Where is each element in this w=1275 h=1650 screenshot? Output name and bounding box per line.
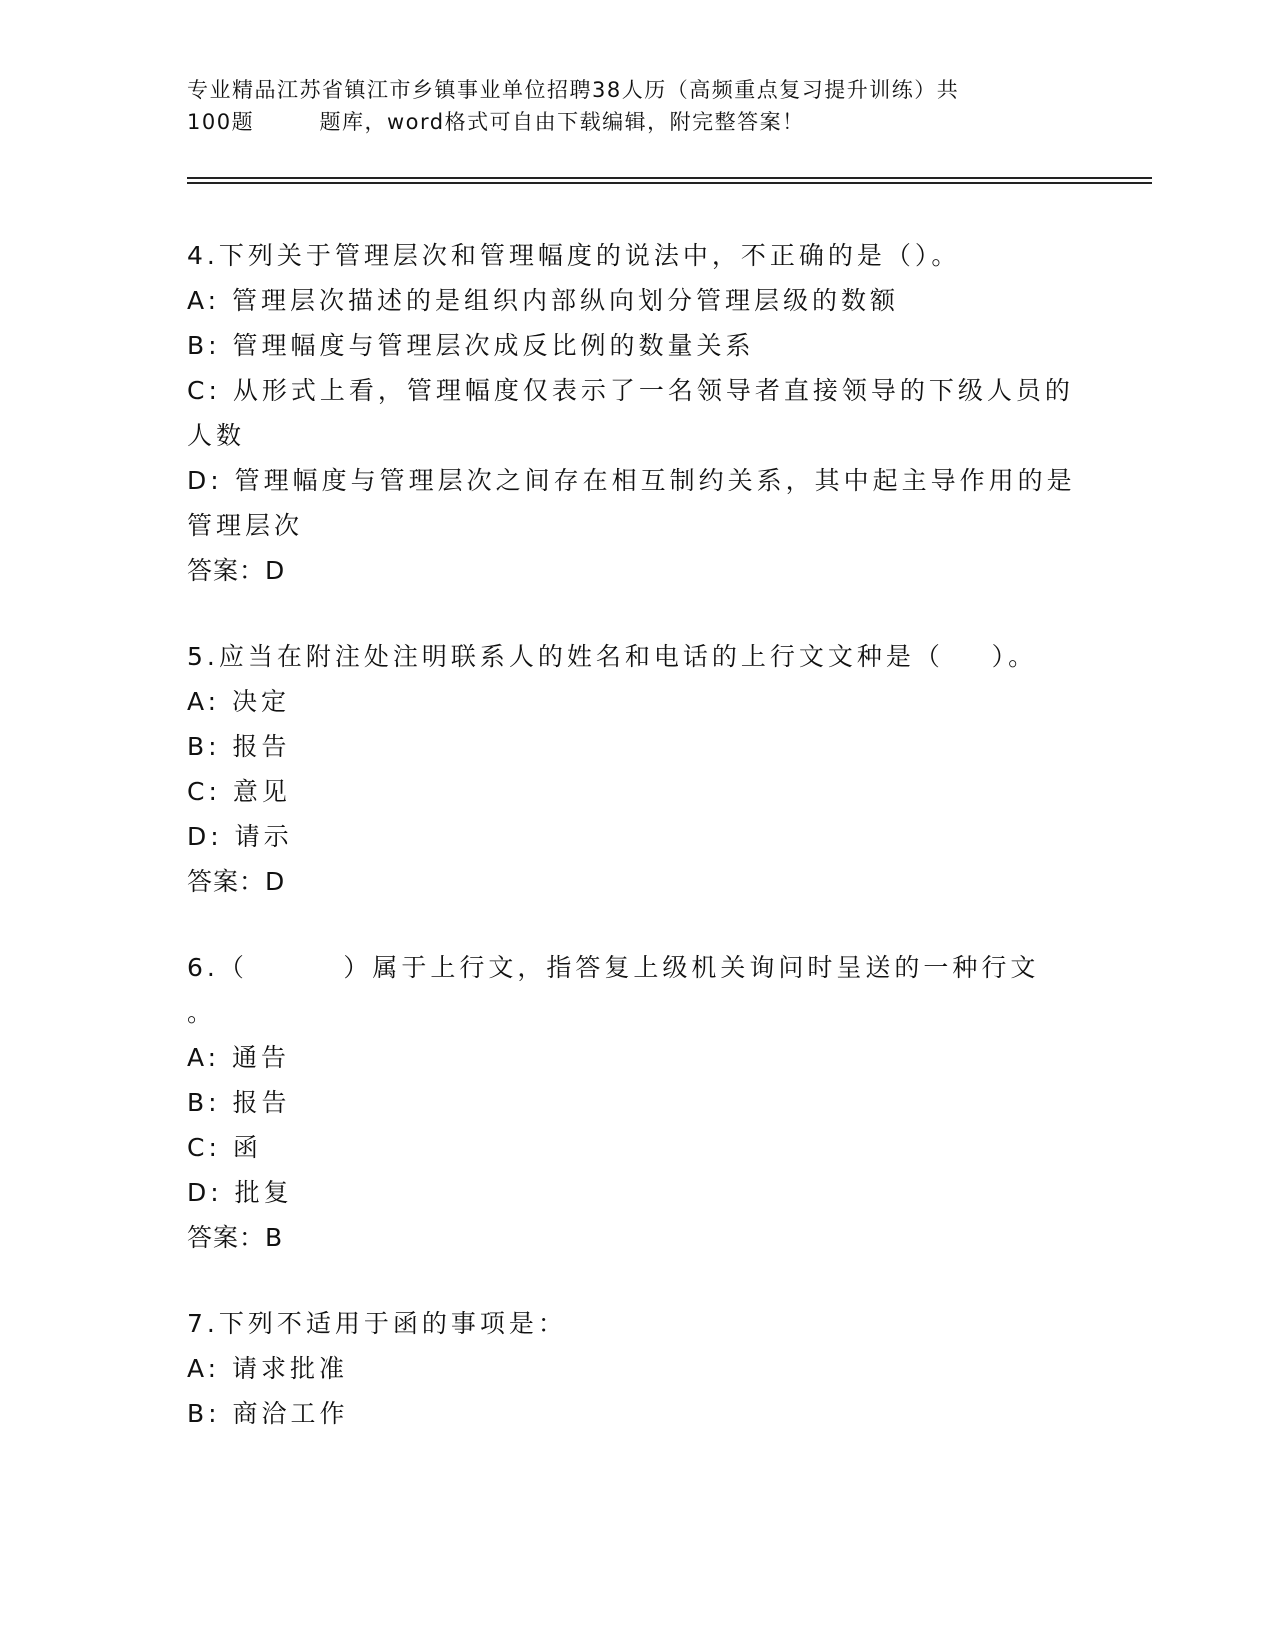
- question-text: 6.（ ）属于上行文，指答复上级机关询问时呈送的一种行文: [187, 953, 1040, 982]
- question-5: [187, 634, 1087, 904]
- option-a: A: 决定: [187, 687, 291, 716]
- question-6: [187, 945, 1087, 1260]
- question-text: 7.下列不适用于函的事项是：: [187, 1309, 567, 1338]
- option-d-continuation: 管理层次: [187, 511, 304, 540]
- answer-label: 答案：B: [187, 1223, 284, 1252]
- header-divider-top: [187, 177, 1152, 179]
- option-c: C: 从形式上看，管理幅度仅表示了一名领导者直接领导的下级人员的: [187, 376, 1074, 405]
- question-text: 5.应当在附注处注明联系人的姓名和电话的上行文文种是（ ）。: [187, 642, 1038, 671]
- option-a: A: 请求批准: [187, 1354, 349, 1383]
- answer-label: 答案：D: [187, 556, 286, 585]
- option-c: C: 意见: [187, 777, 291, 806]
- option-b: B: 商洽工作: [187, 1399, 349, 1428]
- question-7: [187, 1301, 1087, 1436]
- option-d: D: 请示: [187, 822, 293, 851]
- question-text-continuation: 。: [187, 998, 217, 1027]
- option-a: A: 管理层次描述的是组织内部纵向划分管理层级的数额: [187, 286, 900, 315]
- option-a: A: 通告: [187, 1043, 291, 1072]
- question-text: 4.下列关于管理层次和管理幅度的说法中，不正确的是（）。: [187, 241, 961, 270]
- option-d: D: 管理幅度与管理层次之间存在相互制约关系，其中起主导作用的是: [187, 466, 1076, 495]
- header-title-line-1: 专业精品江苏省镇江市乡镇事业单位招聘38人历（高频重点复习提升训练）共: [187, 78, 960, 102]
- header-divider-bottom: [187, 182, 1152, 184]
- question-list: [187, 233, 1087, 1477]
- answer-label: 答案：D: [187, 867, 286, 896]
- document-header: [187, 74, 1067, 138]
- option-b: B: 报告: [187, 1088, 291, 1117]
- option-c: C: 函: [187, 1133, 262, 1162]
- option-d: D: 批复: [187, 1178, 293, 1207]
- option-b: B: 报告: [187, 732, 291, 761]
- header-title-line-2: 100题 题库，word格式可自由下载编辑，附完整答案！: [187, 110, 805, 134]
- option-b: B: 管理幅度与管理层次成反比例的数量关系: [187, 331, 755, 360]
- question-4: [187, 233, 1087, 593]
- option-c-continuation: 人数: [187, 421, 246, 450]
